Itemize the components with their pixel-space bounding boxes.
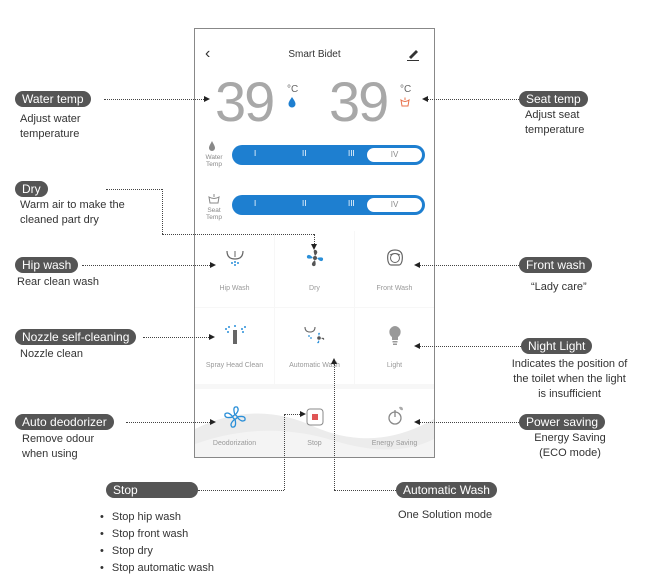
- callout-water-temp: Water temp: [15, 91, 91, 107]
- leader-line: [143, 337, 209, 338]
- seat-temp-row-label: Seat Temp: [206, 207, 222, 221]
- seat-heat-icon: [399, 97, 411, 108]
- page-title: Smart Bidet: [288, 49, 341, 60]
- water-temp-slider[interactable]: [232, 145, 425, 165]
- leader-line: [106, 189, 162, 190]
- energy-saving-icon: [384, 404, 406, 428]
- desc-seat-temp: Adjust seat temperature: [525, 109, 585, 136]
- leader-line: [82, 265, 210, 266]
- desc-power-saving: Energy Saving (ECO mode): [534, 432, 606, 459]
- spray-head-clean-button[interactable]: [195, 308, 274, 384]
- leader-line: [334, 490, 396, 491]
- leader-line: [162, 234, 314, 235]
- arrow: [414, 262, 420, 268]
- desc-front-wash: “Lady care”: [531, 281, 587, 293]
- deodorization-fan-icon: [222, 404, 248, 430]
- hip-wash-label: Hip Wash: [219, 285, 250, 292]
- bulb-icon: [387, 324, 403, 346]
- function-grid: [195, 231, 434, 458]
- water-temp-unit: °C: [287, 84, 299, 95]
- callout-night-light: Night Light: [521, 338, 592, 354]
- fan-icon: [304, 247, 326, 269]
- leader-line: [104, 99, 204, 100]
- water-drop-icon: [287, 96, 297, 108]
- callout-automatic-wash: Automatic Wash: [396, 482, 497, 498]
- arrow: [422, 96, 428, 102]
- automatic-wash-button[interactable]: [275, 308, 354, 384]
- automatic-wash-icon: [303, 324, 327, 346]
- water-temp-value: 39: [215, 70, 274, 133]
- stop-label: Stop: [307, 440, 322, 447]
- level-1-label: I: [254, 199, 257, 208]
- arrow: [300, 411, 306, 417]
- arrow: [414, 343, 420, 349]
- arrow: [210, 262, 216, 268]
- energy-saving-label: Energy Saving: [371, 440, 418, 447]
- spray-head-clean-label: Spray Head Clean: [205, 362, 264, 369]
- leader-line: [198, 490, 284, 491]
- desc-hip-wash: Rear clean wash: [17, 276, 99, 288]
- spray-head-icon: [222, 324, 248, 346]
- stop-list-item: • Stop front wash: [100, 526, 214, 543]
- leader-line: [420, 346, 521, 347]
- stop-button[interactable]: [275, 386, 354, 458]
- stop-icon: [306, 408, 324, 426]
- arrow: [209, 334, 215, 340]
- callout-hip-wash: Hip wash: [15, 257, 78, 273]
- desc-dry: Warm air to make the cleaned part dry: [20, 199, 125, 226]
- pencil-icon[interactable]: [406, 47, 420, 61]
- front-wash-label: Front Wash: [376, 285, 413, 292]
- stop-list-item: • Stop hip wash: [100, 509, 214, 526]
- level-2-label: II: [302, 149, 307, 158]
- leader-line: [284, 414, 300, 415]
- leader-line: [126, 422, 210, 423]
- callout-auto-deodorizer: Auto deodorizer: [15, 414, 114, 430]
- level-3-label: III: [348, 149, 355, 158]
- desc-night-light: Indicates the position of the toilet when the light is insufficient: [511, 358, 628, 400]
- leader-line: [334, 364, 335, 490]
- leader-line: [428, 99, 519, 100]
- hip-wash-icon: [224, 247, 246, 269]
- callout-stop: Stop: [106, 482, 198, 498]
- desc-automatic-wash: One Solution mode: [398, 509, 493, 521]
- callout-nozzle-self-cleaning: Nozzle self-cleaning: [15, 329, 136, 345]
- leader-line: [162, 189, 163, 234]
- automatic-wash-label: Automatic Wash: [289, 362, 340, 369]
- seat-temp-row-icon: [207, 193, 221, 205]
- arrow: [204, 96, 210, 102]
- desc-water-temp: Adjust water temperature: [20, 113, 81, 140]
- level-1-label: I: [254, 149, 257, 158]
- stop-list: [100, 509, 214, 577]
- leader-line: [420, 422, 519, 423]
- arrow: [331, 358, 337, 364]
- back-icon[interactable]: ‹: [205, 45, 211, 62]
- water-temp-row-icon: [207, 140, 219, 152]
- leader-line: [420, 265, 519, 266]
- callout-power-saving: Power saving: [519, 414, 605, 430]
- seat-temp-unit: °C: [400, 84, 412, 95]
- arrow: [311, 244, 317, 250]
- desc-auto-deodorizer: Remove odour when using: [22, 433, 95, 460]
- seat-temp-selected-level[interactable]: IV: [366, 197, 423, 213]
- deodorization-label: Deodorization: [212, 440, 257, 447]
- dry-label: Dry: [309, 285, 320, 292]
- hip-wash-button[interactable]: [195, 231, 274, 307]
- leader-line: [314, 234, 315, 244]
- light-label: Light: [386, 362, 403, 369]
- water-temp-row-label: Water Temp: [205, 154, 223, 168]
- front-wash-button[interactable]: [355, 231, 434, 307]
- level-3-label: III: [348, 199, 355, 208]
- stop-list-item: • Stop dry: [100, 543, 214, 560]
- water-temp-selected-level[interactable]: IV: [366, 147, 423, 163]
- arrow: [210, 419, 216, 425]
- arrow: [414, 419, 420, 425]
- leader-line: [284, 414, 285, 490]
- level-2-label: II: [302, 199, 307, 208]
- callout-front-wash: Front wash: [519, 257, 592, 273]
- desc-nozzle: Nozzle clean: [20, 348, 83, 360]
- seat-temp-value: 39: [329, 70, 388, 133]
- callout-seat-temp: Seat temp: [519, 91, 588, 107]
- callout-dry: Dry: [15, 181, 48, 197]
- stop-list-item: • Stop automatic wash: [100, 560, 214, 577]
- seat-temp-slider[interactable]: [232, 195, 425, 215]
- lady-face-icon: [384, 247, 406, 269]
